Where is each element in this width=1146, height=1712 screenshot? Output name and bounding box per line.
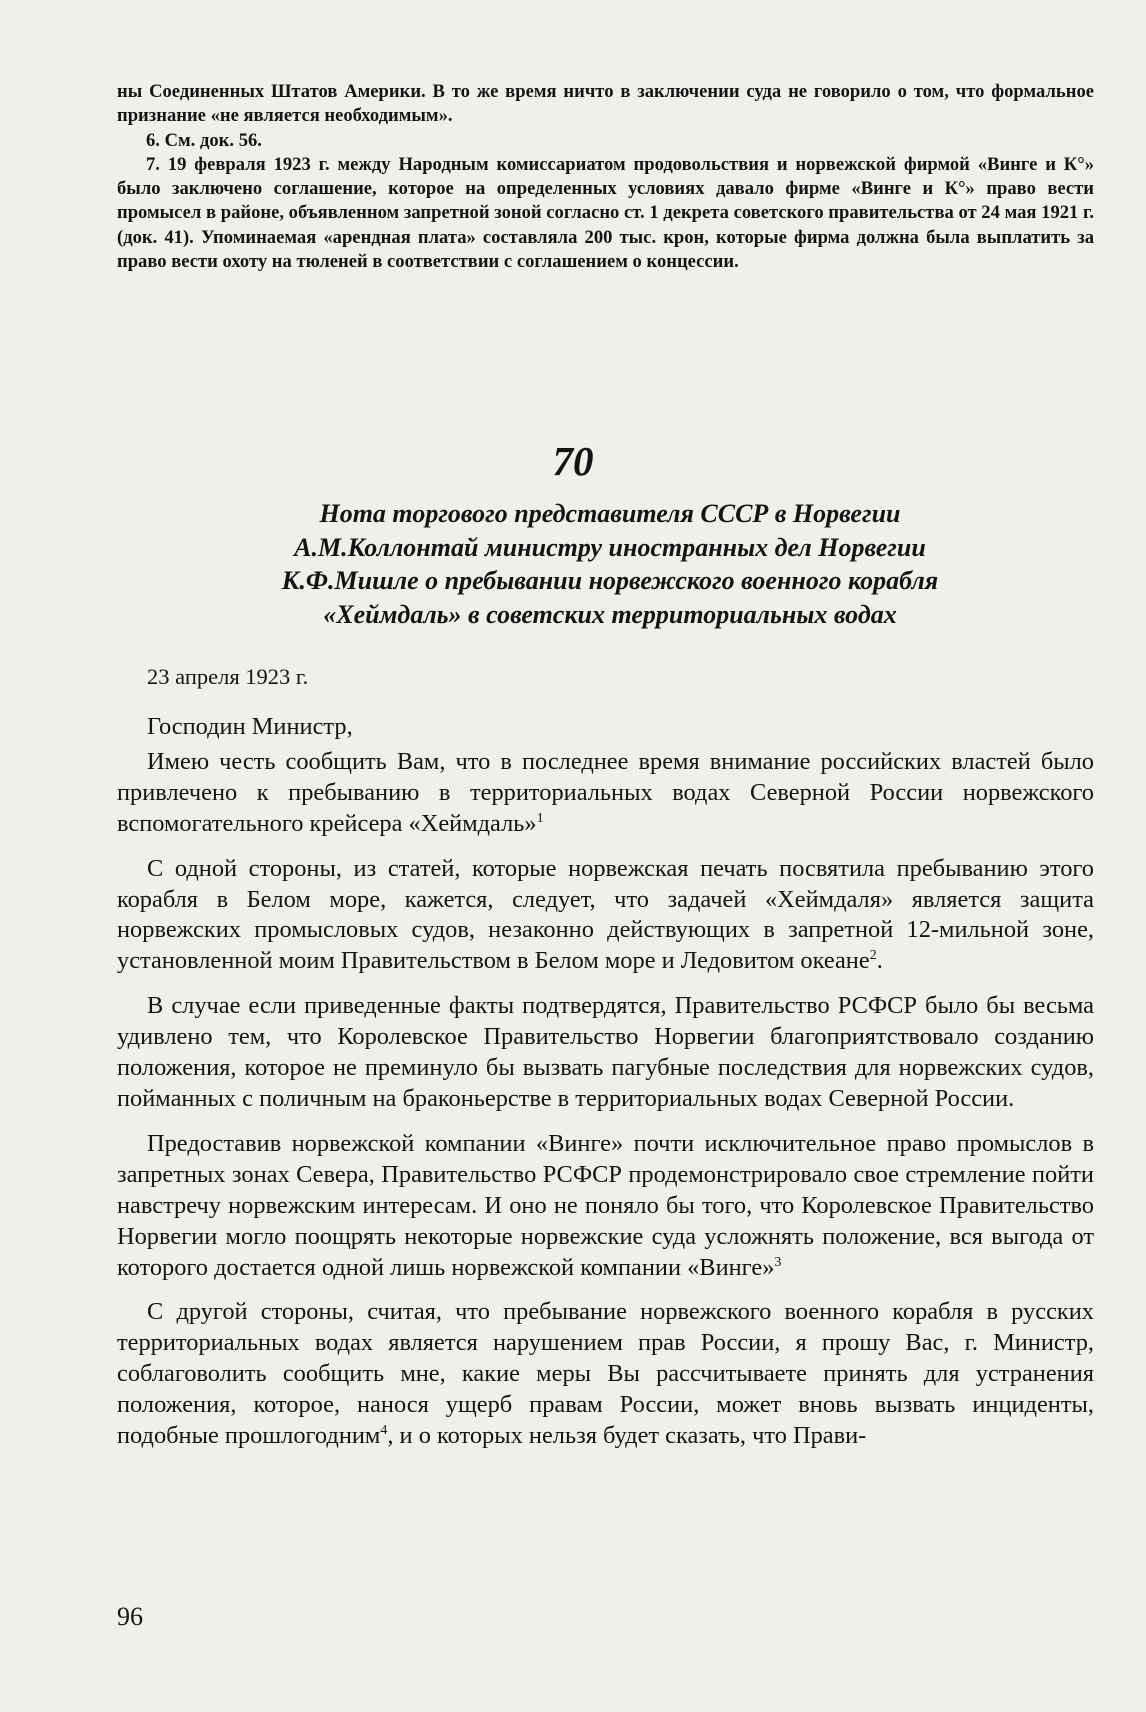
paragraph-5-continuation: , и о которых нельзя будет сказать, что Прави- — [387, 1422, 867, 1450]
footnote-ref-3: 3 — [774, 1254, 782, 1270]
document-body — [117, 712, 1094, 1452]
paragraph-1-text: Имею честь сообщить Вам, что в последнее время внимание российских властей было привлечено к пребыванию в территориальных водах Северной России норвежского вспомогательного крейсера «Хеймдаль» — [117, 747, 1094, 837]
page-number: 96 — [117, 1602, 143, 1631]
footnote-5-continuation: ны Соединенных Штатов Америки. В то же время ничто в заключении суда не говорило о том, что формальное признание «не является необходимым». — [117, 81, 1094, 127]
footnotes-section — [117, 80, 1094, 274]
paragraph-4 — [117, 1129, 1094, 1284]
paragraph-1 — [117, 747, 1094, 840]
paragraph-2-text: С одной стороны, из статей, которые норвежская печать посвятила пребыванию этого корабля в Белом море, кажется, следует, что задачей «Хеймдаля» является защита норвежских промысловых судов, незаконно действующих в запретной 12-мильной зоне, установленной моим Правительством в Белом море и Ледовитом океане — [117, 854, 1094, 975]
document-number: 70 — [552, 438, 594, 484]
footnote-7: 7. 19 февраля 1923 г. между Народным комиссариатом продовольствия и норвежской фирмой «Винге и К°» было заключено соглашение, которое на определенных условиях давало фирме «Винге и К°» право вести промысел в районе, объявленном запретной зоной согласно ст. 1 декрета советского правительства от 24 мая 1921 г. (док. 41). Упоминаемая «арендная плата» составляла 200 тыс. крон, которые фирма должна была выплатить за право вести охоту на тюленей в соответствии с соглашением о концессии. — [117, 153, 1094, 273]
footnote-ref-2: 2 — [869, 948, 877, 964]
paragraph-2 — [117, 854, 1094, 978]
paragraph-2-end: . — [876, 947, 883, 975]
paragraph-4-text: Предоставив норвежской компании «Винге» почти исключительное право промыслов в запретных зонах Севера, Правительство РСФСР продемонстрировало свое стремление пойти навстречу норвежским интересам. И оно не поняло бы того, что Королевское Правительство Норвегии могло поощрять некоторые норвежские суда усложнять положение, вся выгода от которого достается одной лишь норвежской компании «Винге» — [117, 1129, 1094, 1281]
document-title-line: К.Ф.Мишле о пребывании норвежского военного корабля — [281, 566, 939, 595]
paragraph-3: В случае если приведенные факты подтвердятся, Правительство РСФСР было бы весьма удивлено тем, что Королевское Правительство Норвегии благоприятствовало созданию положения, которое не преминуло бы вызвать пагубные последствия для норвежских судов, пойманных с поличным на браконьерстве в территориальных водах Северной России. — [117, 992, 1094, 1112]
document-title — [150, 497, 1070, 631]
document-title-line: «Хеймдаль» в советских территориальных водах — [323, 599, 897, 629]
paragraph-5 — [117, 1297, 1094, 1452]
document-date: 23 апреля 1923 г. — [147, 664, 309, 689]
footnote-6: 6. См. док. 56. — [146, 129, 262, 151]
footnote-ref-4: 4 — [380, 1422, 388, 1438]
document-title-line: Нота торгового представителя СССР в Норвегии — [319, 499, 901, 528]
salutation: Господин Министр, — [147, 713, 353, 740]
footnote-ref-1: 1 — [536, 810, 544, 826]
document-title-line: А.М.Коллонтай министру иностранных дел Норвегии — [294, 532, 926, 562]
paragraph-5-text: С другой стороны, считая, что пребывание норвежского военного корабля в русских территориальных водах является нарушением прав России, я прошу Вас, г. Министр, соблаговолить сообщить мне, какие меры Вы рассчитываете принять для устранения положения, которое, нанося ущерб правам России, может вновь вызвать инциденты, подобные прошлогодним — [117, 1298, 1094, 1450]
